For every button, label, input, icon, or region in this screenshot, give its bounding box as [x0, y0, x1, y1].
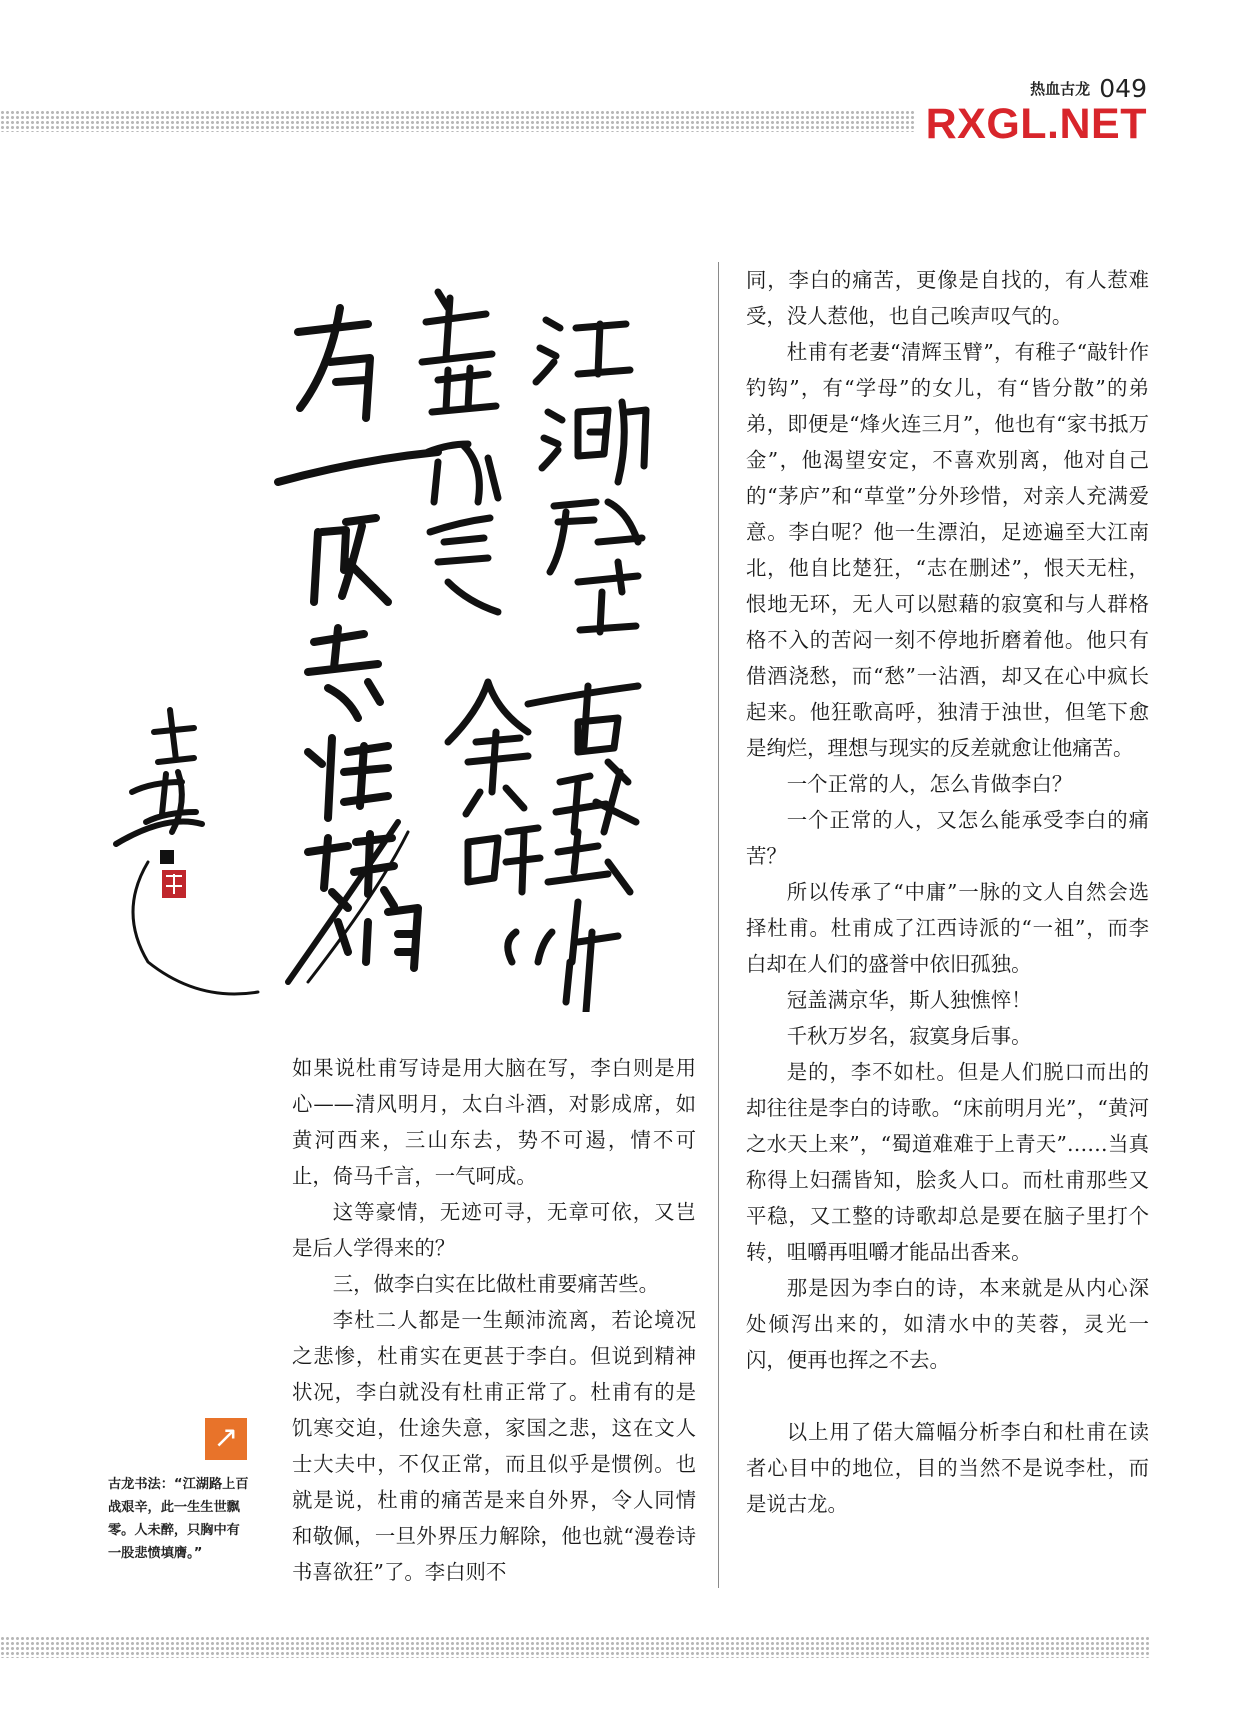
calligraphy-artwork: [108, 262, 688, 1012]
paragraph: 这等豪情，无迹可寻，无章可依，又岂是后人学得来的？: [292, 1200, 696, 1260]
paragraph: 如果说杜甫写诗是用大脑在写，李白则是用心——清风明月，太白斗酒，对影成席，如黄河西来，三山东去，势不可遏，情不可止，倚马千言，一气呵成。: [292, 1056, 696, 1188]
paragraph: 一个正常的人，怎么肯做李白？: [786, 772, 1073, 796]
brand-logo: RXGL.NET: [925, 100, 1147, 148]
paragraph: 千秋万岁名，寂寞身后事。: [786, 1024, 1032, 1048]
paragraph-gap: [746, 1378, 1149, 1414]
paragraph: 以上用了偌大篇幅分析李白和杜甫在读者心目中的地位，目的当然不是说李杜，而是说古龙。: [746, 1420, 1149, 1516]
bottom-dotted-rule: [0, 1636, 1150, 1658]
signature-block: [160, 850, 174, 864]
paragraph: 冠盖满京华，斯人独憔悴！: [786, 988, 1032, 1012]
column-divider: [718, 262, 719, 1588]
paragraph: 李杜二人都是一生颠沛流离，若论境况之悲惨，杜甫实在更甚于李白。但说到精神状况，李白就没有杜甫正常了。杜甫有的是饥寒交迫，仕途失意，家国之悲，这在文人士大夫中，不仅正常，而且似乎是惯例。也就是说，杜甫的痛苦是来自外界，令人同情和敬佩，一旦外界压力解除，他也就“漫卷诗书喜欲狂”了。李白则不: [292, 1308, 696, 1584]
right-column: [746, 262, 1149, 1522]
arrow-up-right-icon: ↗: [205, 1418, 247, 1460]
paragraph: 所以传承了“中庸”一脉的文人自然会选择杜甫。杜甫成了江西诗派的“一祖”，而李白却在人们的盛誉中依旧孤独。: [746, 880, 1149, 976]
paragraph: 一个正常的人，又怎么能承受李白的痛苦？: [746, 808, 1149, 868]
paragraph: 那是因为李白的诗，本来就是从内心深处倾泻出来的，如清水中的芙蓉，灵光一闪，便再也挥之不去。: [746, 1276, 1149, 1372]
paragraph: 三，做李白实在比做杜甫要痛苦些。: [332, 1272, 660, 1296]
calligraphy-image: [108, 262, 688, 1012]
top-dotted-rule: [0, 110, 914, 132]
page-header: [1030, 74, 1147, 103]
paragraph: 同，李白的痛苦，更像是自找的，有人惹难受，没人惹他，也自己唉声叹气的。: [746, 268, 1149, 328]
paragraph: 杜甫有老妻“清辉玉臂”，有稚子“敲针作钓钩”，有“学母”的女儿，有“皆分散”的弟弟，即便是“烽火连三月”，他也有“家书抵万金”，他渴望安定，不喜欢别离，他对自己的“茅庐”和“草堂”分外珍惜，对亲人充满爱意。李白呢？他一生漂泊，足迹遍至大江南北，他自比楚狂，“志在删述”，恨天无柱，恨地无环，无人可以慰藉的寂寞和与人群格格不入的苦闷一刻不停地折磨着他。他只有借酒浇愁，而“愁”一沾酒，却又在心中疯长起来。他狂歌高呼，独清于浊世，但笔下愈是绚烂，理想与现实的反差就愈让他痛苦。: [746, 340, 1149, 760]
section-title: 热血古龙: [1030, 80, 1091, 98]
page-number: 049: [1099, 74, 1147, 103]
left-column: [292, 1050, 696, 1590]
image-caption: 古龙书法：“江湖路上百战艰辛，此一生生世飘零。人未醉，只胸中有一股悲愤填膺。”: [108, 1477, 249, 1561]
paragraph: 是的，李不如杜。但是人们脱口而出的却往往是李白的诗歌。“床前明月光”，“黄河之水天上来”，“蜀道难难于上青天”……当真称得上妇孺皆知，脍炙人口。而杜甫那些又平稳，又工整的诗歌却总是要在脑子里打个转，咀嚼再咀嚼才能品出香来。: [746, 1060, 1149, 1264]
